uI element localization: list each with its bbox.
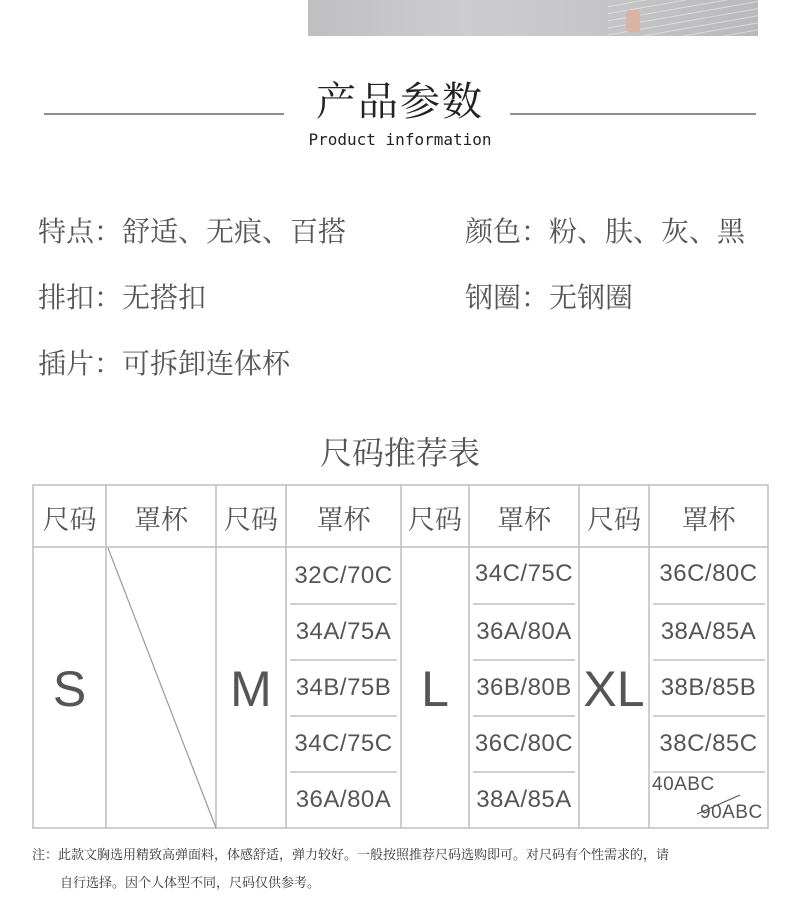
header-cup-3: 罩杯 (497, 505, 551, 536)
cup-m-3: 34B/75B (295, 674, 392, 701)
size-xl: XL (583, 661, 645, 717)
cup-l-4: 36C/80C (474, 730, 574, 757)
header-size-2: 尺码 (224, 505, 278, 536)
cup-xl-5-bottom: 90ABC (700, 802, 763, 823)
cup-xl-1: 36C/80C (659, 560, 758, 587)
attribute-insert: 插片：可拆卸连体杯 (38, 347, 291, 380)
size-table-title: 尺码推荐表 (319, 434, 480, 472)
header-size-3: 尺码 (408, 505, 462, 536)
cup-l-1: 34C/75C (474, 560, 574, 587)
attribute-color: 颜色：粉、肤、灰、黑 (465, 215, 746, 248)
header-size-1: 尺码 (42, 505, 97, 536)
empty-cell-slash (108, 548, 216, 828)
attribute-feature: 特点：舒适、无痕、百搭 (38, 215, 347, 248)
header-cup-2: 罩杯 (316, 505, 371, 536)
cup-m-1: 32C/70C (294, 562, 393, 589)
photo-accent (626, 10, 640, 32)
attribute-clasp: 排扣：无搭扣 (38, 281, 207, 314)
cup-m-4: 34C/75C (294, 730, 393, 757)
header-cup-1: 罩杯 (134, 505, 188, 536)
size-l: L (421, 661, 449, 717)
cup-xl-5-top: 40ABC (652, 774, 715, 795)
product-photo (308, 0, 758, 36)
cup-xl-3: 38B/85B (660, 674, 757, 701)
header-size-4: 尺码 (587, 505, 641, 536)
cup-xl-2: 38A/85A (660, 618, 757, 645)
cup-l-5: 38A/85A (476, 786, 572, 813)
size-s: S (52, 661, 87, 717)
title-divider-right (510, 113, 756, 115)
header-cup-4: 罩杯 (681, 505, 736, 536)
note-line-2: 自行选择。因个人体型不同，尺码仅供参考。 (60, 876, 321, 891)
size-table (32, 484, 770, 830)
size-m: M (230, 661, 272, 717)
attribute-underwire: 钢圈：无钢圈 (465, 281, 634, 314)
cup-l-2: 36A/80A (476, 618, 572, 645)
cup-m-2: 34A/75A (295, 618, 392, 645)
note-line-1: 注：此款文胸选用精致高弹面料，体感舒适，弹力较好。一般按照推荐尺码选购即可。对尺码有个性需求的，请 (32, 848, 670, 863)
cup-m-5: 36A/80A (295, 786, 392, 813)
cup-xl-4: 38C/85C (659, 730, 758, 757)
section-subtitle: Product information (308, 130, 492, 149)
title-divider-left (44, 113, 284, 115)
section-title: 产品参数 (316, 79, 484, 125)
cup-l-3: 36B/80B (476, 674, 572, 701)
